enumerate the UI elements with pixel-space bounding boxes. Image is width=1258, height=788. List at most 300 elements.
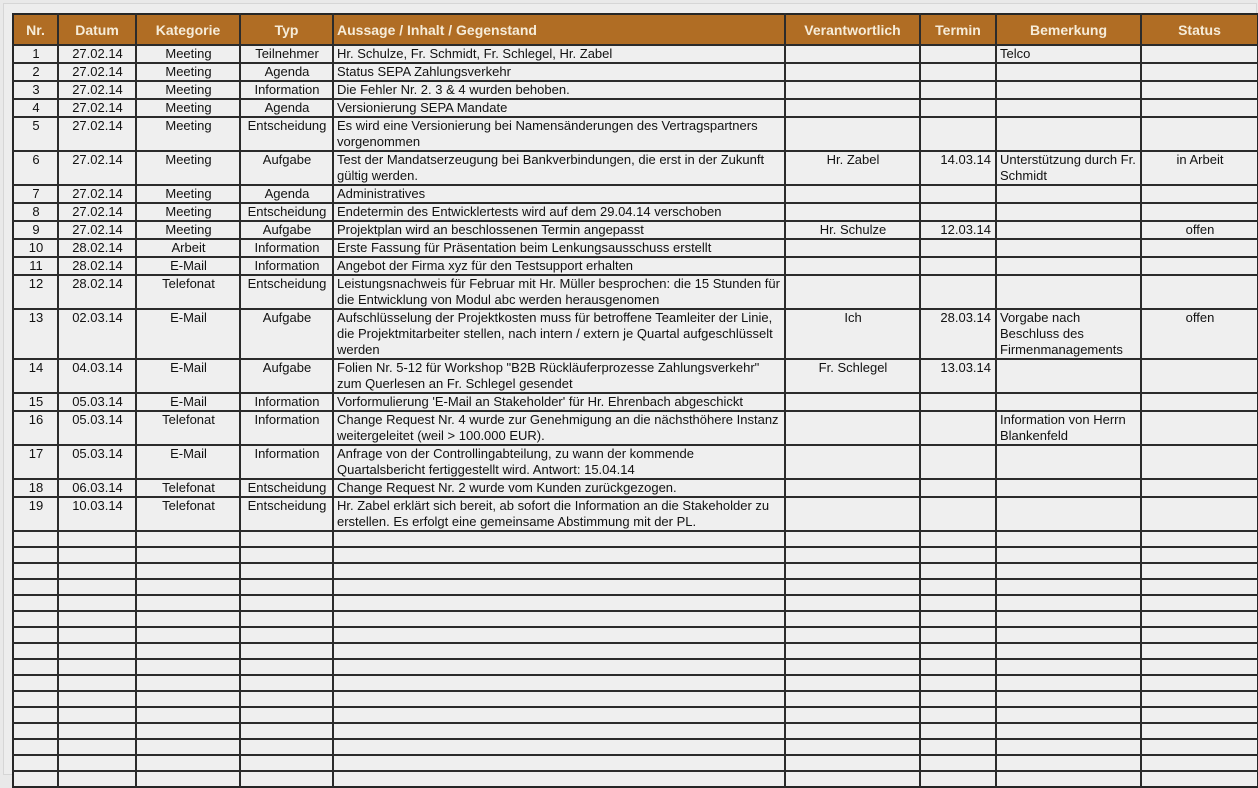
cell-bemerkung[interactable]: [996, 117, 1141, 151]
cell-datum[interactable]: 27.02.14: [58, 221, 136, 239]
empty-cell-termin[interactable]: [920, 739, 996, 755]
header-nr[interactable]: Nr.: [13, 14, 58, 45]
empty-cell-aussage[interactable]: [333, 691, 785, 707]
cell-status[interactable]: [1141, 81, 1258, 99]
cell-bemerkung[interactable]: [996, 257, 1141, 275]
empty-cell-kategorie[interactable]: [136, 579, 240, 595]
cell-aussage[interactable]: Hr. Zabel erklärt sich bereit, ab sofort die Information an die Stakeholder zu erstellen. Es erfolgt eine gemeinsame Abstimmung mit der PL.: [333, 497, 785, 531]
empty-cell-bemerkung[interactable]: [996, 579, 1141, 595]
empty-cell-typ[interactable]: [240, 755, 333, 771]
cell-status[interactable]: [1141, 393, 1258, 411]
empty-cell-termin[interactable]: [920, 755, 996, 771]
cell-verantwortlich[interactable]: [785, 445, 920, 479]
cell-status[interactable]: [1141, 497, 1258, 531]
empty-cell-bemerkung[interactable]: [996, 627, 1141, 643]
cell-datum[interactable]: 05.03.14: [58, 411, 136, 445]
cell-datum[interactable]: 27.02.14: [58, 99, 136, 117]
empty-cell-bemerkung[interactable]: [996, 755, 1141, 771]
cell-kategorie[interactable]: E-Mail: [136, 359, 240, 393]
empty-cell-datum[interactable]: [58, 595, 136, 611]
empty-cell-nr[interactable]: [13, 659, 58, 675]
cell-verantwortlich[interactable]: [785, 185, 920, 203]
cell-termin[interactable]: 12.03.14: [920, 221, 996, 239]
empty-cell-verantwortlich[interactable]: [785, 739, 920, 755]
empty-cell-nr[interactable]: [13, 563, 58, 579]
empty-cell-aussage[interactable]: [333, 579, 785, 595]
cell-termin[interactable]: [920, 393, 996, 411]
cell-aussage[interactable]: Vorformulierung 'E-Mail an Stakeholder' für Hr. Ehrenbach abgeschickt: [333, 393, 785, 411]
cell-typ[interactable]: Information: [240, 239, 333, 257]
cell-termin[interactable]: [920, 497, 996, 531]
header-kategorie[interactable]: Kategorie: [136, 14, 240, 45]
cell-bemerkung[interactable]: [996, 63, 1141, 81]
cell-nr[interactable]: 8: [13, 203, 58, 221]
header-typ[interactable]: Typ: [240, 14, 333, 45]
empty-cell-datum[interactable]: [58, 611, 136, 627]
empty-cell-kategorie[interactable]: [136, 563, 240, 579]
header-verantwortlich[interactable]: Verantwortlich: [785, 14, 920, 45]
cell-aussage[interactable]: Leistungsnachweis für Februar mit Hr. Müller besprochen: die 15 Stunden für die Entwicklung von Modul abc werden herausgenomen: [333, 275, 785, 309]
empty-cell-datum[interactable]: [58, 707, 136, 723]
cell-termin[interactable]: 28.03.14: [920, 309, 996, 359]
cell-termin[interactable]: [920, 203, 996, 221]
empty-cell-kategorie[interactable]: [136, 675, 240, 691]
empty-cell-kategorie[interactable]: [136, 611, 240, 627]
empty-cell-typ[interactable]: [240, 707, 333, 723]
empty-cell-aussage[interactable]: [333, 771, 785, 787]
empty-cell-bemerkung[interactable]: [996, 547, 1141, 563]
cell-aussage[interactable]: Administratives: [333, 185, 785, 203]
cell-typ[interactable]: Entscheidung: [240, 497, 333, 531]
cell-typ[interactable]: Teilnehmer: [240, 45, 333, 63]
cell-termin[interactable]: [920, 445, 996, 479]
cell-verantwortlich[interactable]: Fr. Schlegel: [785, 359, 920, 393]
empty-cell-kategorie[interactable]: [136, 739, 240, 755]
empty-cell-nr[interactable]: [13, 547, 58, 563]
empty-cell-kategorie[interactable]: [136, 627, 240, 643]
empty-cell-aussage[interactable]: [333, 659, 785, 675]
cell-kategorie[interactable]: E-Mail: [136, 445, 240, 479]
cell-typ[interactable]: Agenda: [240, 99, 333, 117]
empty-cell-verantwortlich[interactable]: [785, 771, 920, 787]
empty-cell-verantwortlich[interactable]: [785, 579, 920, 595]
cell-kategorie[interactable]: Telefonat: [136, 275, 240, 309]
cell-datum[interactable]: 28.02.14: [58, 257, 136, 275]
empty-cell-kategorie[interactable]: [136, 531, 240, 547]
cell-status[interactable]: [1141, 99, 1258, 117]
cell-aussage[interactable]: Angebot der Firma xyz für den Testsupport erhalten: [333, 257, 785, 275]
empty-cell-bemerkung[interactable]: [996, 611, 1141, 627]
cell-kategorie[interactable]: Telefonat: [136, 411, 240, 445]
empty-cell-datum[interactable]: [58, 531, 136, 547]
empty-cell-kategorie[interactable]: [136, 707, 240, 723]
cell-nr[interactable]: 14: [13, 359, 58, 393]
empty-cell-bemerkung[interactable]: [996, 563, 1141, 579]
empty-cell-nr[interactable]: [13, 755, 58, 771]
empty-cell-aussage[interactable]: [333, 627, 785, 643]
empty-cell-verantwortlich[interactable]: [785, 531, 920, 547]
empty-cell-bemerkung[interactable]: [996, 659, 1141, 675]
empty-cell-aussage[interactable]: [333, 563, 785, 579]
empty-cell-datum[interactable]: [58, 627, 136, 643]
cell-status[interactable]: [1141, 203, 1258, 221]
empty-cell-nr[interactable]: [13, 739, 58, 755]
empty-cell-termin[interactable]: [920, 579, 996, 595]
cell-datum[interactable]: 10.03.14: [58, 497, 136, 531]
empty-cell-termin[interactable]: [920, 707, 996, 723]
cell-nr[interactable]: 4: [13, 99, 58, 117]
cell-status[interactable]: in Arbeit: [1141, 151, 1258, 185]
empty-cell-termin[interactable]: [920, 627, 996, 643]
cell-bemerkung[interactable]: [996, 185, 1141, 203]
cell-aussage[interactable]: Status SEPA Zahlungsverkehr: [333, 63, 785, 81]
empty-cell-termin[interactable]: [920, 659, 996, 675]
cell-termin[interactable]: [920, 185, 996, 203]
empty-cell-datum[interactable]: [58, 755, 136, 771]
empty-cell-kategorie[interactable]: [136, 547, 240, 563]
empty-cell-nr[interactable]: [13, 643, 58, 659]
cell-kategorie[interactable]: Meeting: [136, 45, 240, 63]
cell-typ[interactable]: Aufgabe: [240, 309, 333, 359]
empty-cell-bemerkung[interactable]: [996, 531, 1141, 547]
empty-cell-typ[interactable]: [240, 691, 333, 707]
cell-typ[interactable]: Aufgabe: [240, 221, 333, 239]
empty-cell-status[interactable]: [1141, 707, 1258, 723]
empty-cell-verantwortlich[interactable]: [785, 723, 920, 739]
cell-nr[interactable]: 16: [13, 411, 58, 445]
cell-status[interactable]: [1141, 359, 1258, 393]
cell-typ[interactable]: Information: [240, 445, 333, 479]
empty-cell-status[interactable]: [1141, 579, 1258, 595]
cell-verantwortlich[interactable]: Ich: [785, 309, 920, 359]
cell-status[interactable]: [1141, 445, 1258, 479]
cell-typ[interactable]: Aufgabe: [240, 151, 333, 185]
cell-datum[interactable]: 04.03.14: [58, 359, 136, 393]
empty-cell-bemerkung[interactable]: [996, 723, 1141, 739]
empty-cell-status[interactable]: [1141, 691, 1258, 707]
cell-bemerkung[interactable]: [996, 393, 1141, 411]
cell-aussage[interactable]: Test der Mandatserzeugung bei Bankverbindungen, die erst in der Zukunft gültig werden.: [333, 151, 785, 185]
empty-cell-nr[interactable]: [13, 579, 58, 595]
cell-nr[interactable]: 5: [13, 117, 58, 151]
empty-cell-kategorie[interactable]: [136, 723, 240, 739]
cell-kategorie[interactable]: E-Mail: [136, 257, 240, 275]
empty-cell-verantwortlich[interactable]: [785, 643, 920, 659]
empty-cell-aussage[interactable]: [333, 739, 785, 755]
empty-cell-kategorie[interactable]: [136, 595, 240, 611]
empty-cell-status[interactable]: [1141, 627, 1258, 643]
empty-cell-nr[interactable]: [13, 611, 58, 627]
empty-cell-status[interactable]: [1141, 611, 1258, 627]
cell-aussage[interactable]: Aufschlüsselung der Projektkosten muss für betroffene Teamleiter der Linie, die Projektmitarbeiter stellen, nach intern / extern je Quartal aufgeschlüsselt werden: [333, 309, 785, 359]
empty-cell-kategorie[interactable]: [136, 755, 240, 771]
cell-aussage[interactable]: Change Request Nr. 2 wurde vom Kunden zurückgezogen.: [333, 479, 785, 497]
empty-cell-status[interactable]: [1141, 675, 1258, 691]
cell-nr[interactable]: 17: [13, 445, 58, 479]
header-aussage[interactable]: Aussage / Inhalt / Gegenstand: [333, 14, 785, 45]
cell-kategorie[interactable]: Arbeit: [136, 239, 240, 257]
cell-verantwortlich[interactable]: Hr. Schulze: [785, 221, 920, 239]
empty-cell-typ[interactable]: [240, 723, 333, 739]
cell-verantwortlich[interactable]: [785, 203, 920, 221]
cell-kategorie[interactable]: E-Mail: [136, 309, 240, 359]
empty-cell-datum[interactable]: [58, 739, 136, 755]
cell-nr[interactable]: 7: [13, 185, 58, 203]
cell-aussage[interactable]: Anfrage von der Controllingabteilung, zu wann der kommende Quartalsbericht fertiggestellt wird. Antwort: 15.04.14: [333, 445, 785, 479]
header-status[interactable]: Status: [1141, 14, 1258, 45]
empty-cell-nr[interactable]: [13, 707, 58, 723]
cell-typ[interactable]: Entscheidung: [240, 117, 333, 151]
empty-cell-termin[interactable]: [920, 643, 996, 659]
cell-typ[interactable]: Information: [240, 257, 333, 275]
empty-cell-bemerkung[interactable]: [996, 675, 1141, 691]
cell-status[interactable]: offen: [1141, 221, 1258, 239]
cell-kategorie[interactable]: Telefonat: [136, 479, 240, 497]
cell-status[interactable]: offen: [1141, 309, 1258, 359]
cell-bemerkung[interactable]: [996, 445, 1141, 479]
cell-status[interactable]: [1141, 117, 1258, 151]
cell-status[interactable]: [1141, 257, 1258, 275]
empty-cell-typ[interactable]: [240, 563, 333, 579]
empty-cell-status[interactable]: [1141, 739, 1258, 755]
cell-bemerkung[interactable]: [996, 81, 1141, 99]
cell-nr[interactable]: 1: [13, 45, 58, 63]
empty-cell-verantwortlich[interactable]: [785, 659, 920, 675]
cell-datum[interactable]: 27.02.14: [58, 45, 136, 63]
cell-kategorie[interactable]: Meeting: [136, 221, 240, 239]
cell-typ[interactable]: Agenda: [240, 63, 333, 81]
cell-nr[interactable]: 19: [13, 497, 58, 531]
cell-termin[interactable]: [920, 81, 996, 99]
header-datum[interactable]: Datum: [58, 14, 136, 45]
empty-cell-status[interactable]: [1141, 563, 1258, 579]
cell-verantwortlich[interactable]: [785, 81, 920, 99]
cell-kategorie[interactable]: Meeting: [136, 117, 240, 151]
cell-datum[interactable]: 06.03.14: [58, 479, 136, 497]
cell-aussage[interactable]: Die Fehler Nr. 2. 3 & 4 wurden behoben.: [333, 81, 785, 99]
empty-cell-nr[interactable]: [13, 595, 58, 611]
cell-aussage[interactable]: Change Request Nr. 4 wurde zur Genehmigung an die nächsthöhere Instanz weitergeleitet (weil > 100.000 EUR).: [333, 411, 785, 445]
empty-cell-typ[interactable]: [240, 675, 333, 691]
cell-typ[interactable]: Aufgabe: [240, 359, 333, 393]
empty-cell-datum[interactable]: [58, 563, 136, 579]
empty-cell-termin[interactable]: [920, 723, 996, 739]
empty-cell-verantwortlich[interactable]: [785, 547, 920, 563]
empty-cell-termin[interactable]: [920, 611, 996, 627]
empty-cell-aussage[interactable]: [333, 707, 785, 723]
cell-kategorie[interactable]: Meeting: [136, 99, 240, 117]
empty-cell-aussage[interactable]: [333, 755, 785, 771]
empty-cell-termin[interactable]: [920, 691, 996, 707]
cell-verantwortlich[interactable]: [785, 239, 920, 257]
empty-cell-status[interactable]: [1141, 755, 1258, 771]
empty-cell-kategorie[interactable]: [136, 771, 240, 787]
empty-cell-bemerkung[interactable]: [996, 739, 1141, 755]
cell-bemerkung[interactable]: Telco: [996, 45, 1141, 63]
cell-termin[interactable]: [920, 117, 996, 151]
cell-bemerkung[interactable]: Unterstützung durch Fr. Schmidt: [996, 151, 1141, 185]
cell-termin[interactable]: [920, 63, 996, 81]
cell-bemerkung[interactable]: [996, 497, 1141, 531]
cell-datum[interactable]: 27.02.14: [58, 185, 136, 203]
empty-cell-verantwortlich[interactable]: [785, 755, 920, 771]
empty-cell-status[interactable]: [1141, 547, 1258, 563]
empty-cell-bemerkung[interactable]: [996, 691, 1141, 707]
empty-cell-aussage[interactable]: [333, 531, 785, 547]
cell-typ[interactable]: Information: [240, 411, 333, 445]
cell-nr[interactable]: 11: [13, 257, 58, 275]
empty-cell-kategorie[interactable]: [136, 643, 240, 659]
empty-cell-typ[interactable]: [240, 531, 333, 547]
cell-kategorie[interactable]: Meeting: [136, 63, 240, 81]
cell-datum[interactable]: 27.02.14: [58, 63, 136, 81]
cell-aussage[interactable]: Projektplan wird an beschlossenen Termin angepasst: [333, 221, 785, 239]
empty-cell-status[interactable]: [1141, 531, 1258, 547]
cell-bemerkung[interactable]: [996, 221, 1141, 239]
empty-cell-bemerkung[interactable]: [996, 771, 1141, 787]
empty-cell-status[interactable]: [1141, 723, 1258, 739]
cell-nr[interactable]: 10: [13, 239, 58, 257]
cell-kategorie[interactable]: Meeting: [136, 203, 240, 221]
empty-cell-verantwortlich[interactable]: [785, 627, 920, 643]
empty-cell-datum[interactable]: [58, 675, 136, 691]
cell-typ[interactable]: Agenda: [240, 185, 333, 203]
empty-cell-aussage[interactable]: [333, 595, 785, 611]
cell-aussage[interactable]: Hr. Schulze, Fr. Schmidt, Fr. Schlegel, Hr. Zabel: [333, 45, 785, 63]
cell-kategorie[interactable]: E-Mail: [136, 393, 240, 411]
empty-cell-datum[interactable]: [58, 659, 136, 675]
cell-verantwortlich[interactable]: [785, 411, 920, 445]
cell-datum[interactable]: 02.03.14: [58, 309, 136, 359]
empty-cell-typ[interactable]: [240, 771, 333, 787]
empty-cell-nr[interactable]: [13, 531, 58, 547]
header-bemerkung[interactable]: Bemerkung: [996, 14, 1141, 45]
cell-bemerkung[interactable]: [996, 239, 1141, 257]
cell-verantwortlich[interactable]: [785, 99, 920, 117]
cell-status[interactable]: [1141, 411, 1258, 445]
empty-cell-status[interactable]: [1141, 659, 1258, 675]
empty-cell-termin[interactable]: [920, 547, 996, 563]
cell-kategorie[interactable]: Meeting: [136, 151, 240, 185]
empty-cell-typ[interactable]: [240, 659, 333, 675]
cell-termin[interactable]: [920, 275, 996, 309]
empty-cell-typ[interactable]: [240, 547, 333, 563]
cell-typ[interactable]: Entscheidung: [240, 479, 333, 497]
empty-cell-verantwortlich[interactable]: [785, 675, 920, 691]
empty-cell-aussage[interactable]: [333, 611, 785, 627]
empty-cell-verantwortlich[interactable]: [785, 563, 920, 579]
cell-kategorie[interactable]: Meeting: [136, 81, 240, 99]
cell-bemerkung[interactable]: [996, 203, 1141, 221]
cell-verantwortlich[interactable]: [785, 275, 920, 309]
cell-nr[interactable]: 15: [13, 393, 58, 411]
cell-datum[interactable]: 27.02.14: [58, 151, 136, 185]
cell-kategorie[interactable]: Telefonat: [136, 497, 240, 531]
empty-cell-termin[interactable]: [920, 675, 996, 691]
cell-aussage[interactable]: Erste Fassung für Präsentation beim Lenkungsausschuss erstellt: [333, 239, 785, 257]
cell-status[interactable]: [1141, 479, 1258, 497]
cell-nr[interactable]: 6: [13, 151, 58, 185]
cell-bemerkung[interactable]: [996, 359, 1141, 393]
cell-termin[interactable]: [920, 99, 996, 117]
header-termin[interactable]: Termin: [920, 14, 996, 45]
cell-typ[interactable]: Information: [240, 81, 333, 99]
cell-aussage[interactable]: Endetermin des Entwicklertests wird auf dem 29.04.14 verschoben: [333, 203, 785, 221]
cell-datum[interactable]: 28.02.14: [58, 239, 136, 257]
cell-verantwortlich[interactable]: [785, 117, 920, 151]
cell-datum[interactable]: 05.03.14: [58, 393, 136, 411]
cell-status[interactable]: [1141, 185, 1258, 203]
cell-termin[interactable]: [920, 239, 996, 257]
cell-aussage[interactable]: Versionierung SEPA Mandate: [333, 99, 785, 117]
empty-cell-status[interactable]: [1141, 771, 1258, 787]
empty-cell-datum[interactable]: [58, 579, 136, 595]
cell-verantwortlich[interactable]: Hr. Zabel: [785, 151, 920, 185]
empty-cell-nr[interactable]: [13, 723, 58, 739]
cell-nr[interactable]: 13: [13, 309, 58, 359]
empty-cell-verantwortlich[interactable]: [785, 611, 920, 627]
empty-cell-typ[interactable]: [240, 739, 333, 755]
empty-cell-typ[interactable]: [240, 643, 333, 659]
cell-kategorie[interactable]: Meeting: [136, 185, 240, 203]
empty-cell-bemerkung[interactable]: [996, 595, 1141, 611]
cell-datum[interactable]: 27.02.14: [58, 117, 136, 151]
empty-cell-verantwortlich[interactable]: [785, 707, 920, 723]
cell-bemerkung[interactable]: Information von Herrn Blankenfeld: [996, 411, 1141, 445]
empty-cell-bemerkung[interactable]: [996, 707, 1141, 723]
empty-cell-kategorie[interactable]: [136, 691, 240, 707]
empty-cell-datum[interactable]: [58, 691, 136, 707]
cell-nr[interactable]: 2: [13, 63, 58, 81]
cell-bemerkung[interactable]: Vorgabe nach Beschluss des Firmenmanagements: [996, 309, 1141, 359]
cell-bemerkung[interactable]: [996, 99, 1141, 117]
cell-verantwortlich[interactable]: [785, 393, 920, 411]
empty-cell-datum[interactable]: [58, 643, 136, 659]
cell-termin[interactable]: 13.03.14: [920, 359, 996, 393]
cell-termin[interactable]: 14.03.14: [920, 151, 996, 185]
cell-datum[interactable]: 27.02.14: [58, 81, 136, 99]
cell-typ[interactable]: Entscheidung: [240, 203, 333, 221]
empty-cell-status[interactable]: [1141, 595, 1258, 611]
cell-aussage[interactable]: Folien Nr. 5-12 für Workshop "B2B Rückläuferprozesse Zahlungsverkehr" zum Querlesen an Fr. Schlegel gesendet: [333, 359, 785, 393]
cell-verantwortlich[interactable]: [785, 257, 920, 275]
empty-cell-typ[interactable]: [240, 627, 333, 643]
empty-cell-datum[interactable]: [58, 547, 136, 563]
empty-cell-typ[interactable]: [240, 595, 333, 611]
empty-cell-aussage[interactable]: [333, 643, 785, 659]
cell-bemerkung[interactable]: [996, 479, 1141, 497]
cell-status[interactable]: [1141, 239, 1258, 257]
empty-cell-aussage[interactable]: [333, 723, 785, 739]
cell-verantwortlich[interactable]: [785, 497, 920, 531]
empty-cell-nr[interactable]: [13, 771, 58, 787]
empty-cell-datum[interactable]: [58, 771, 136, 787]
cell-termin[interactable]: [920, 411, 996, 445]
empty-cell-termin[interactable]: [920, 531, 996, 547]
cell-datum[interactable]: 28.02.14: [58, 275, 136, 309]
empty-cell-termin[interactable]: [920, 563, 996, 579]
empty-cell-kategorie[interactable]: [136, 659, 240, 675]
cell-typ[interactable]: Information: [240, 393, 333, 411]
empty-cell-nr[interactable]: [13, 627, 58, 643]
cell-typ[interactable]: Entscheidung: [240, 275, 333, 309]
empty-cell-termin[interactable]: [920, 771, 996, 787]
empty-cell-bemerkung[interactable]: [996, 643, 1141, 659]
empty-cell-aussage[interactable]: [333, 547, 785, 563]
cell-status[interactable]: [1141, 63, 1258, 81]
empty-cell-status[interactable]: [1141, 643, 1258, 659]
cell-datum[interactable]: 05.03.14: [58, 445, 136, 479]
